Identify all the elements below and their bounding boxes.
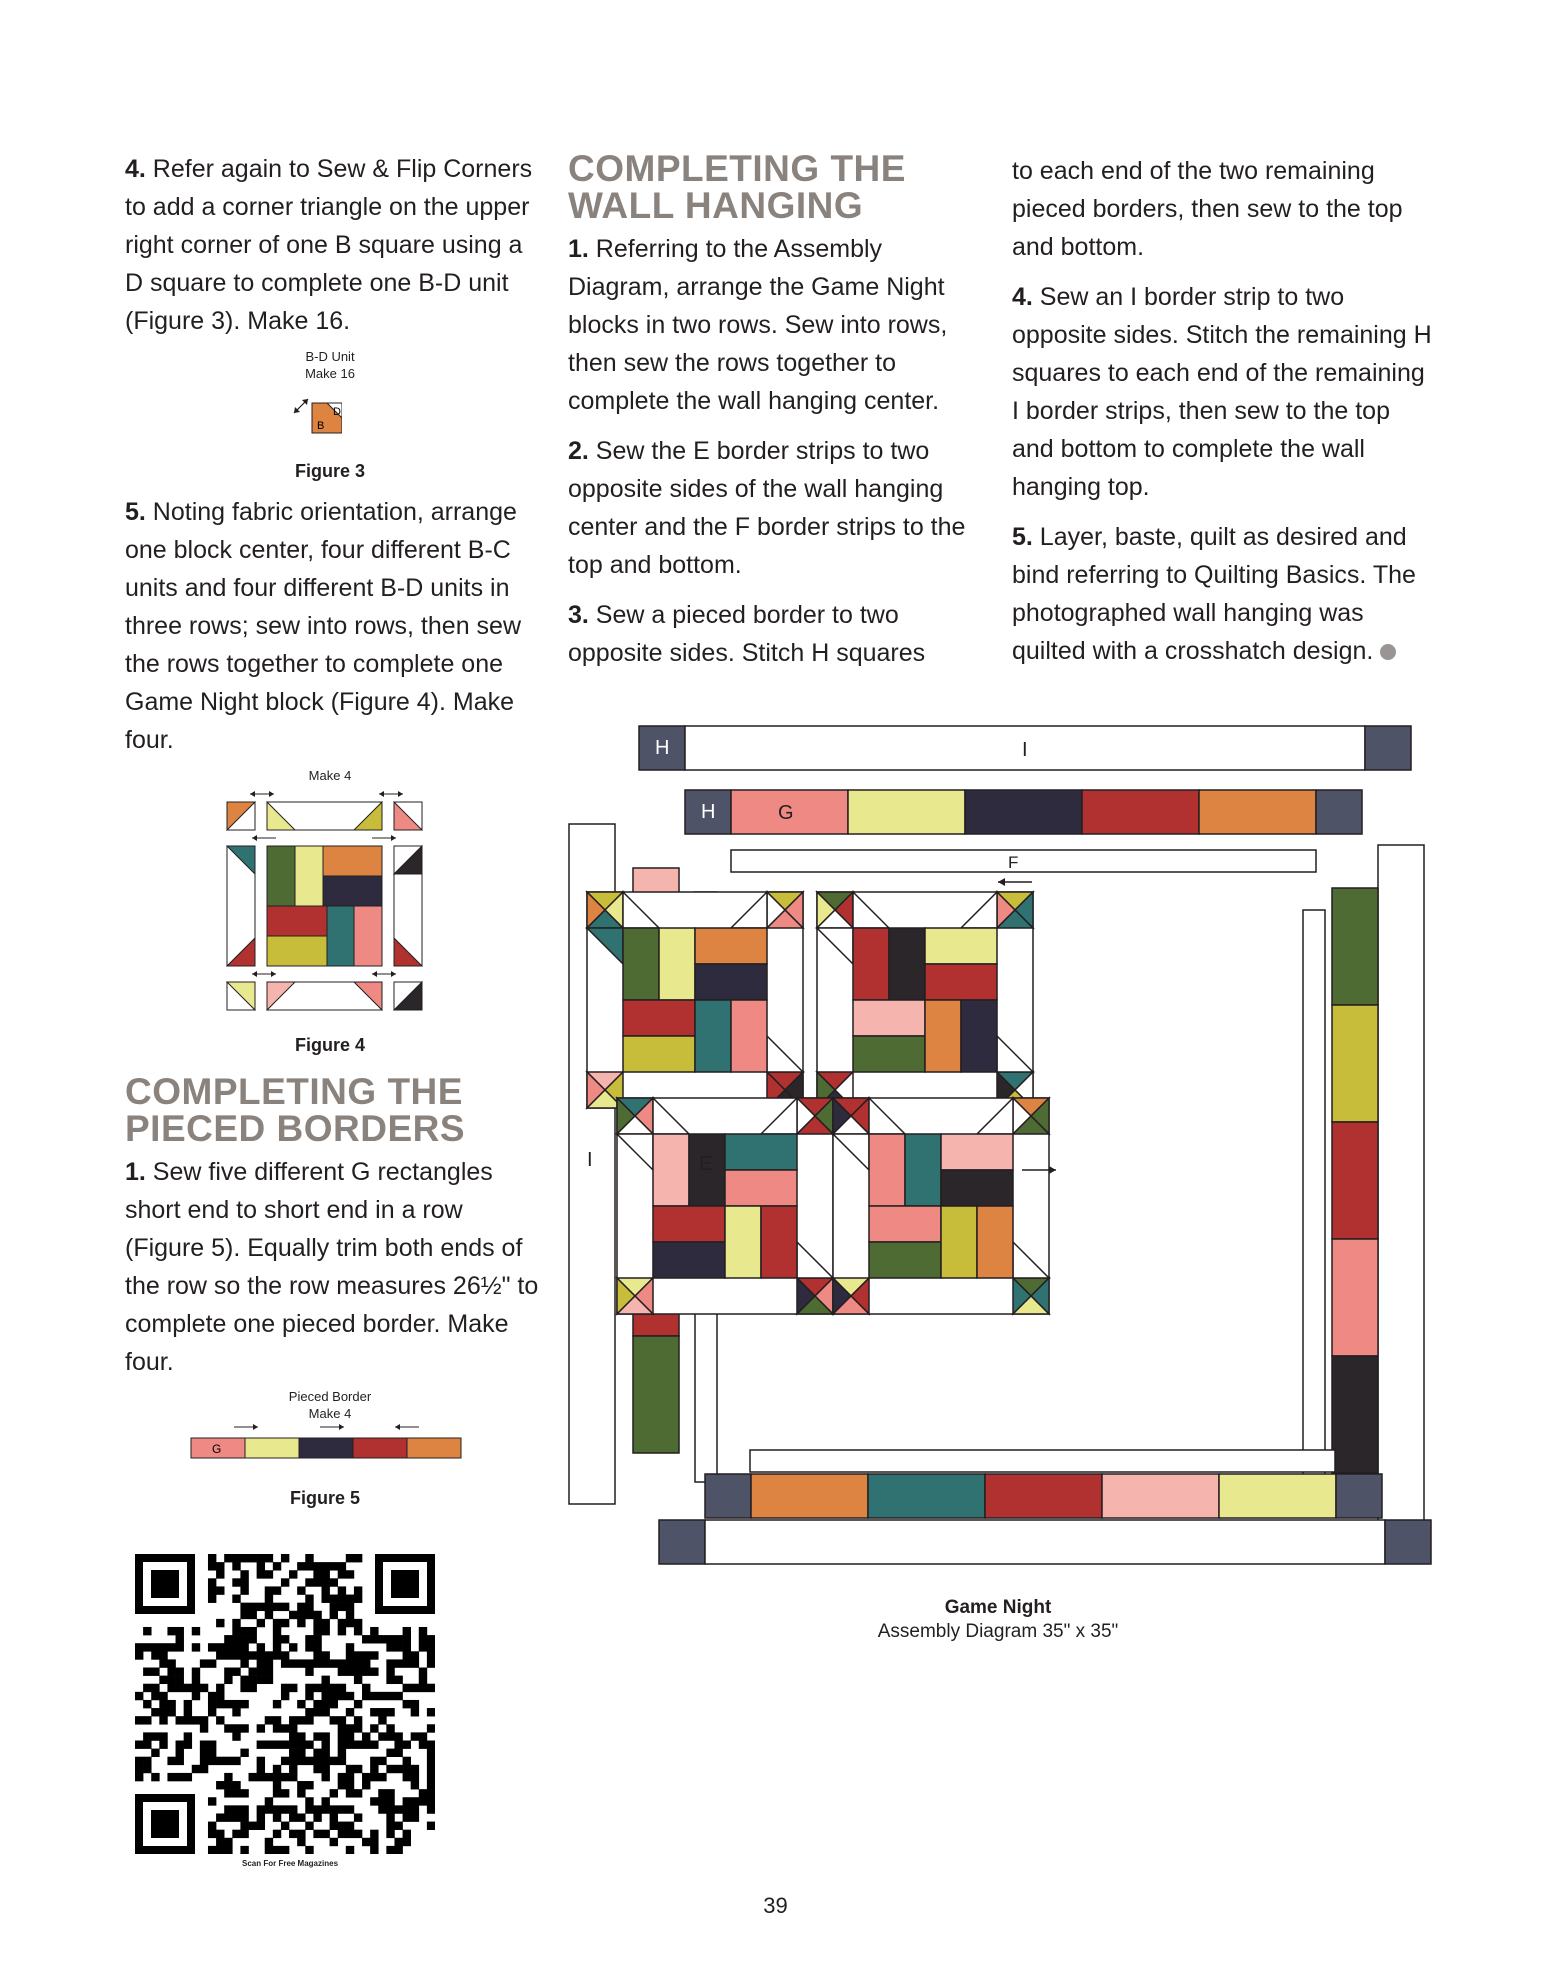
figure-4-caption: Figure 4 (294, 1035, 365, 1055)
wh-step4: 4. Sew an I border strip to two opposite sides. Stitch the remaining H squares to each end of the remaining I border strips, then sew to the top and bottom to complete the wall hanging top. (1012, 283, 1432, 501)
svg-text:I: I (1022, 739, 1028, 761)
figure-3-caption: Figure 3 (294, 461, 365, 481)
step4-paragraph: 4. Refer again to Sew & Flip Corners to add a corner triangle on the upper right corner of one B square using a D square to complete one B-D unit (Figure 3). Make 16. (125, 155, 533, 335)
step5-paragraph: 5. Noting fabric orientation, arrange one block center, four different B-C units and four different B-D units in three rows; sew into rows, then sew the rows together to complete one Game Night block (Figure 4). Make four. (125, 498, 521, 754)
svg-text:I: I (587, 1149, 593, 1171)
svg-text:B: B (317, 420, 325, 432)
diagram-caption-sub: Assembly Diagram 35" x 35" (877, 1621, 1119, 1642)
fig5-title: Pieced Border (288, 1389, 372, 1404)
wh-step2: 2. Sew the E border strips to two opposite sides of the wall hanging center and the F border strips to the top and bottom. (568, 437, 966, 579)
svg-text:D: D (333, 406, 341, 418)
wh-step3: 3. Sew a pieced border to two opposite sides. Stitch H squares (568, 601, 926, 667)
figure-5-caption: Figure 5 (289, 1488, 360, 1508)
page-number: 39 (763, 1893, 788, 1918)
fig3-title: B-D Unit (305, 349, 355, 364)
section-heading: COMPLETING THE PIECED BORDERS (125, 1071, 466, 1149)
figure-5-pieced-border (190, 1422, 465, 1464)
step-number: 4. (125, 155, 146, 183)
diagram-caption-title: Game Night (944, 1597, 1052, 1618)
assembly-diagram (565, 720, 1435, 1570)
left-column (125, 150, 545, 352)
svg-text:F: F (1008, 853, 1019, 872)
figure-3-bd-unit (292, 393, 342, 439)
svg-text:H: H (701, 801, 716, 823)
wh-step5: 5. Layer, baste, quilt as desired and bind referring to Quilting Basics. The photographed wall hanging was quilted with a crosshatch design. (1012, 523, 1416, 665)
wh-step3-cont: to each end of the two remaining pieced borders, then sew to the top and bottom. (1012, 157, 1403, 261)
figure-4-block (222, 790, 437, 1015)
wh-step1: 1. Referring to the Assembly Diagram, arrange the Game Night blocks in two rows. Sew into rows, then sew the rows together to complete the wall hanging center. (568, 235, 948, 415)
svg-text:G: G (212, 1442, 222, 1456)
left-column-2 (125, 493, 545, 771)
qr-caption: Scan For Free Magazines (241, 1859, 339, 1868)
right-column (1012, 152, 1432, 682)
middle-column (568, 150, 988, 684)
left-column-3 (125, 1073, 545, 1393)
svg-text:G: G (778, 802, 794, 824)
pieced-border-step1: 1. Sew five different G rectangles short end to short end in a row (Figure 5). Equally trim both ends of the row so the row measures 26½" to complete one pieced border. Make four. (125, 1158, 539, 1376)
wall-hanging-heading: COMPLETING THE WALL HANGING (568, 148, 906, 226)
end-bullet (1380, 644, 1396, 660)
fig4-make: Make 4 (308, 768, 352, 783)
fig5-make: Make 4 (308, 1406, 352, 1421)
svg-text:H: H (655, 737, 670, 759)
fig3-make: Make 16 (305, 366, 355, 381)
svg-text:E: E (699, 1153, 713, 1175)
qr-code[interactable] (135, 1554, 435, 1854)
